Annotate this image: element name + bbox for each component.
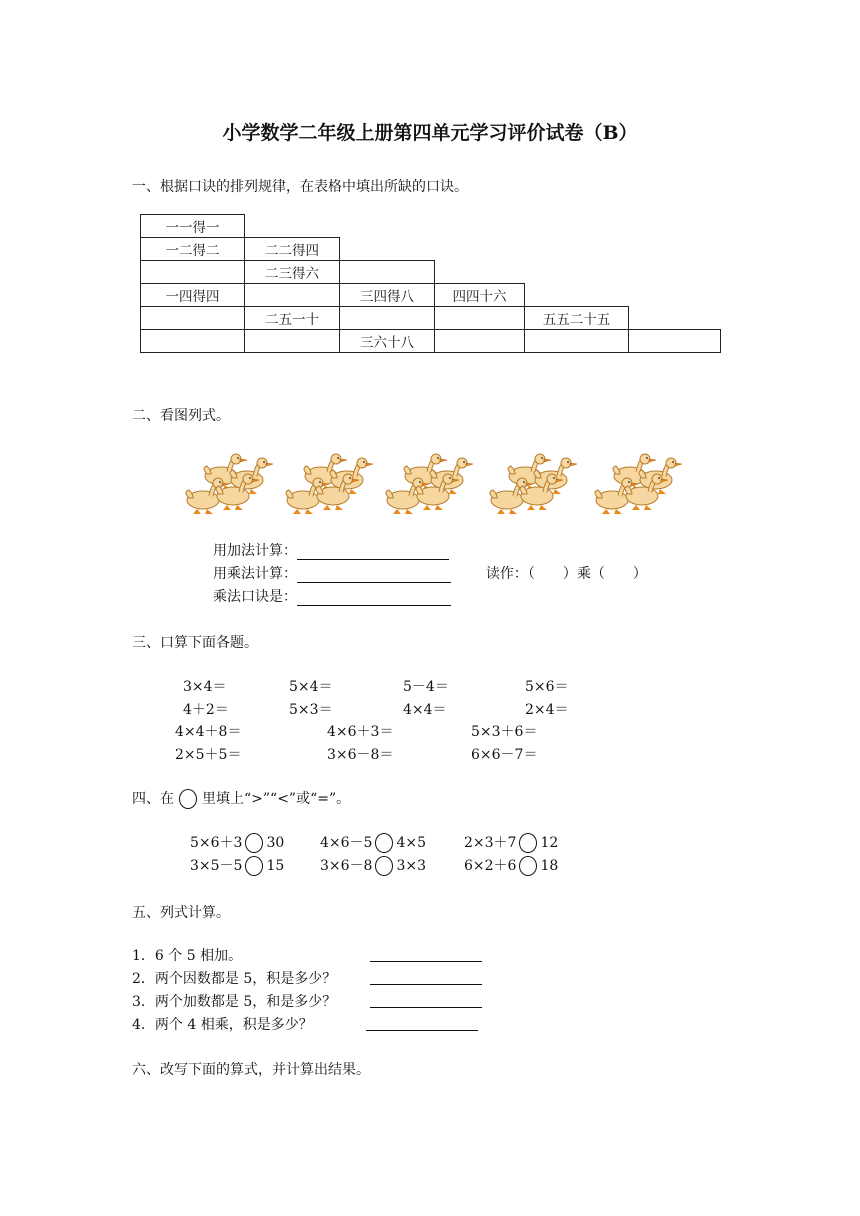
table-cell[interactable] bbox=[141, 330, 245, 353]
multiplication-row bbox=[213, 563, 647, 583]
compare-right: 30 bbox=[266, 835, 285, 851]
section-4-heading bbox=[132, 788, 350, 809]
table-cell: 二三得六 bbox=[245, 261, 340, 284]
table-cell: 二五一十 bbox=[245, 307, 340, 330]
section-6-heading: 六、改写下面的算式，并计算出结果。 bbox=[132, 1062, 370, 1078]
answer-blank[interactable] bbox=[366, 1016, 478, 1031]
table-cell[interactable] bbox=[629, 330, 721, 353]
compare-item bbox=[320, 855, 426, 876]
duck-group-picture bbox=[183, 448, 283, 518]
compare-left: 5×6＋3 bbox=[190, 835, 243, 851]
table-cell: 三六十八 bbox=[340, 330, 435, 353]
addition-label: 用加法计算： bbox=[213, 543, 297, 559]
table-cell[interactable] bbox=[141, 307, 245, 330]
compare-circle[interactable] bbox=[245, 856, 263, 876]
answer-blank[interactable] bbox=[370, 947, 482, 962]
multiplication-rhyme-table bbox=[140, 214, 721, 353]
mental-math-item: 5×3＋6＝ bbox=[471, 724, 538, 740]
table-row bbox=[141, 261, 721, 284]
table-row bbox=[141, 284, 721, 307]
compare-circle[interactable] bbox=[519, 856, 537, 876]
table-cell: 一一得一 bbox=[141, 215, 245, 238]
compare-item bbox=[464, 832, 558, 853]
mental-math-item: 5×4＝ bbox=[289, 679, 333, 695]
duck-group-picture bbox=[283, 448, 383, 518]
table-cell[interactable] bbox=[435, 307, 525, 330]
heading-text: 四、在 bbox=[132, 791, 174, 807]
mental-math-item: 5－4＝ bbox=[403, 679, 449, 695]
table-cell[interactable] bbox=[340, 261, 435, 284]
read-as-label: 读作：（ ）乘（ ） bbox=[485, 566, 647, 582]
rhyme-answer-blank[interactable] bbox=[297, 591, 451, 606]
compare-item bbox=[190, 832, 284, 853]
compare-item bbox=[190, 855, 284, 876]
compare-left: 6×2＋6 bbox=[464, 858, 517, 874]
compare-left: 2×3＋7 bbox=[464, 835, 517, 851]
rhyme-row bbox=[213, 586, 451, 606]
compare-circle[interactable] bbox=[375, 856, 393, 876]
table-cell[interactable] bbox=[245, 284, 340, 307]
compare-circle[interactable] bbox=[375, 833, 393, 853]
compare-circle[interactable] bbox=[245, 833, 263, 853]
table-row bbox=[141, 215, 721, 238]
mental-math-item: 2×5＋5＝ bbox=[175, 747, 242, 763]
rhyme-label: 乘法口诀是： bbox=[213, 589, 297, 605]
answer-blank[interactable] bbox=[370, 970, 482, 985]
page-title: 小学数学二年级上册第四单元学习评价试卷（B） bbox=[222, 122, 638, 144]
compare-left: 3×6－8 bbox=[320, 858, 373, 874]
mental-math-item: 4×6＋3＝ bbox=[327, 724, 394, 740]
question-text: 1．6 个 5 相加。 bbox=[132, 948, 243, 964]
table-cell[interactable] bbox=[340, 307, 435, 330]
mental-math-item: 2×4＝ bbox=[525, 702, 569, 718]
question-text: 4．两个 4 相乘，积是多少？ bbox=[132, 1017, 313, 1033]
duck-group-picture bbox=[383, 448, 483, 518]
compare-right: 18 bbox=[540, 858, 559, 874]
table-cell: 三四得八 bbox=[340, 284, 435, 307]
question-text: 3．两个加数都是 5，和是多少？ bbox=[132, 994, 337, 1010]
addition-row bbox=[213, 540, 449, 560]
table-cell[interactable] bbox=[525, 330, 629, 353]
mental-math-item: 4×4＝ bbox=[403, 702, 447, 718]
answer-blank[interactable] bbox=[370, 993, 482, 1008]
table-row bbox=[141, 330, 721, 353]
compare-left: 3×5－5 bbox=[190, 858, 243, 874]
table-cell: 一二得二 bbox=[141, 238, 245, 261]
multiplication-label: 用乘法计算： bbox=[213, 566, 297, 582]
table-cell[interactable] bbox=[141, 261, 245, 284]
mental-math-item: 4×4＋8＝ bbox=[175, 724, 242, 740]
compare-right: 15 bbox=[266, 858, 285, 874]
compare-right: 3×3 bbox=[396, 858, 426, 874]
table-cell: 一四得四 bbox=[141, 284, 245, 307]
mental-math-item: 5×3＝ bbox=[289, 702, 333, 718]
compare-item bbox=[464, 855, 558, 876]
compare-left: 4×6－5 bbox=[320, 835, 373, 851]
duck-group-picture bbox=[487, 448, 587, 518]
table-cell[interactable]: 二二得四 bbox=[245, 238, 340, 261]
table-cell[interactable] bbox=[245, 330, 340, 353]
section-1-heading: 一、根据口诀的排列规律，在表格中填出所缺的口诀。 bbox=[132, 179, 468, 195]
table-row bbox=[141, 307, 721, 330]
table-cell: 四四十六 bbox=[435, 284, 525, 307]
compare-circle[interactable] bbox=[519, 833, 537, 853]
duck-group-picture bbox=[592, 448, 692, 518]
mental-math-item: 3×4＝ bbox=[183, 679, 227, 695]
section-5-heading: 五、列式计算。 bbox=[132, 905, 230, 921]
mental-math-item: 3×6－8＝ bbox=[327, 747, 394, 763]
compare-right: 4×5 bbox=[396, 835, 426, 851]
heading-text: 里填上“>”“<”或“=”。 bbox=[202, 791, 351, 807]
multiplication-answer-blank[interactable] bbox=[297, 568, 451, 583]
compare-item bbox=[320, 832, 426, 853]
circle-icon bbox=[179, 789, 197, 809]
table-cell[interactable] bbox=[435, 330, 525, 353]
section-3-heading: 三、口算下面各题。 bbox=[132, 635, 258, 651]
addition-answer-blank[interactable] bbox=[297, 545, 449, 560]
table-cell: 五五二十五 bbox=[525, 307, 629, 330]
question-text: 2．两个因数都是 5，积是多少？ bbox=[132, 971, 337, 987]
mental-math-item: 6×6－7＝ bbox=[471, 747, 538, 763]
table-row bbox=[141, 238, 721, 261]
compare-right: 12 bbox=[540, 835, 559, 851]
mental-math-item: 5×6＝ bbox=[525, 679, 569, 695]
mental-math-item: 4＋2＝ bbox=[183, 702, 229, 718]
section-2-heading: 二、看图列式。 bbox=[132, 408, 230, 424]
